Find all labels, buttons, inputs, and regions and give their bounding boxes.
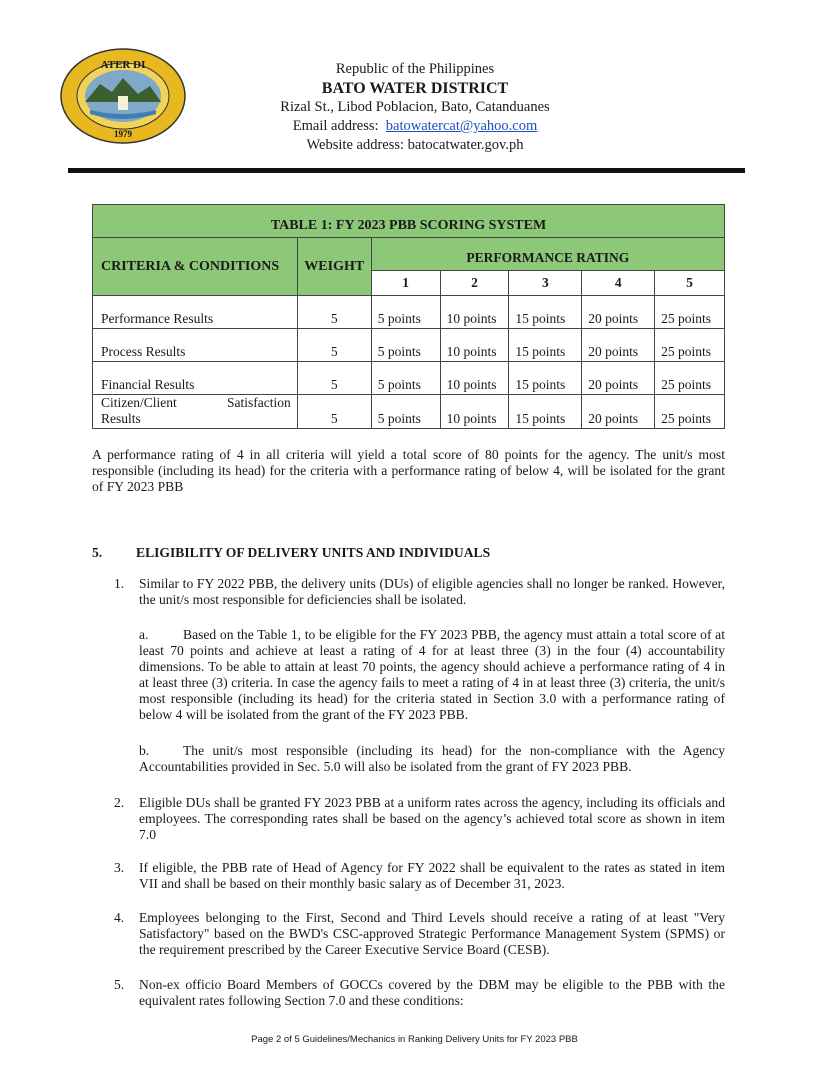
sub-item-text: Based on the Table 1, to be eligible for the FY 2023 PBB, the agency must attain a total score of at least 70 points and achieve at least a rating of 4 for at least three (3) in the four (4) accountability dimensions. To be able to attain at least 70 points, the agency should achieve a performance rating of 4 in at least three (3) criteria. In case the agency fails to meet a rating of 4 in at least three (3) criteria, the unit/s most responsible (including its head) for the criteria stated in Section 3.0 with a performance rating of below 4 will be isolated from the grant of the FY 2023 PBB.: [139, 627, 725, 722]
points-cell: 15 points: [509, 329, 582, 362]
section-number: 5.: [92, 545, 103, 560]
list-number: 5.: [114, 977, 125, 992]
criteria-part: Satisfaction: [227, 395, 291, 410]
list-number: 4.: [114, 910, 125, 925]
points-cell: 5 points: [371, 329, 440, 362]
list-item: Employees belonging to the First, Second and Third Levels should receive a rating of at least "Very Satisfactory" based on the BWD's CSC-approved Strategic Performance Management System (SPMS) or the requirement prescribed by the Career Executive Service Board (CESB).: [139, 910, 725, 957]
criteria-cell: Performance Results: [93, 296, 298, 329]
criteria-part: Results: [101, 411, 141, 426]
points-cell: 5 points: [371, 395, 440, 429]
sub-item-label: b.: [139, 743, 150, 758]
sub-item: [139, 627, 725, 723]
points-cell: 20 points: [582, 296, 655, 329]
weight-cell: 5: [297, 395, 371, 429]
table-row: [93, 395, 725, 429]
points-cell: 10 points: [440, 362, 509, 395]
points-cell: 20 points: [582, 329, 655, 362]
list-item: Non-ex officio Board Members of GOCCs covered by the DBM may be eligible to the PBB with the equivalent rates following Section 7.0 and these conditions:: [139, 977, 725, 1008]
scoring-note: A performance rating of 4 in all criteria will yield a total score of 80 points for the agency. The unit/s most responsible (including its head) for the criteria with a performance rating of below 4, will be isolated for the grant of FY 2023 PBB: [92, 447, 725, 494]
rating-col: 2: [440, 271, 509, 296]
weight-header: WEIGHT: [297, 238, 371, 296]
points-cell: 25 points: [655, 395, 725, 429]
table-row: [93, 329, 725, 362]
rating-col: 1: [371, 271, 440, 296]
section-title: ELIGIBILITY OF DELIVERY UNITS AND INDIVIDUALS: [136, 545, 491, 560]
performance-header: PERFORMANCE RATING: [371, 238, 724, 271]
list-item: Eligible DUs shall be granted FY 2023 PBB at a uniform rates across the agency, including its officials and employees. The corresponding rates shall be based on the agency’s achieved total score as shown in item 7.0: [139, 795, 725, 842]
svg-text:1979: 1979: [114, 129, 132, 139]
points-cell: 10 points: [440, 395, 509, 429]
criteria-part: Citizen/Client: [101, 395, 177, 410]
points-cell: 5 points: [371, 362, 440, 395]
email-label: Email address:: [292, 118, 379, 134]
header-divider: [68, 168, 745, 173]
sub-item-label: a.: [139, 627, 149, 642]
weight-cell: 5: [297, 362, 371, 395]
points-cell: 20 points: [582, 362, 655, 395]
points-cell: 15 points: [509, 296, 582, 329]
list-number: 3.: [114, 860, 125, 875]
country-line: Republic of the Philippines: [335, 61, 495, 77]
address-line: Rizal St., Libod Poblacion, Bato, Catanduanes: [280, 99, 550, 115]
weight-cell: 5: [297, 329, 371, 362]
letterhead: [235, 60, 595, 155]
points-cell: 25 points: [655, 362, 725, 395]
points-cell: 15 points: [509, 362, 582, 395]
rating-col: 3: [509, 271, 582, 296]
sub-item: [139, 743, 725, 775]
pbb-scoring-table: [92, 204, 725, 429]
table-row: [93, 362, 725, 395]
points-cell: 15 points: [509, 395, 582, 429]
list-number: 2.: [114, 795, 125, 810]
points-cell: 10 points: [440, 329, 509, 362]
website-line: Website address: batocatwater.gov.ph: [306, 137, 524, 153]
criteria-cell: Process Results: [93, 329, 298, 362]
list-item: If eligible, the PBB rate of Head of Agency for FY 2022 shall be equivalent to the rates as stated in item VII and shall be based on their monthly basic salary as of December 31, 2023.: [139, 860, 725, 891]
list-item: Similar to FY 2022 PBB, the delivery units (DUs) of eligible agencies shall no longer be ranked. However, the unit/s most responsible for deficiencies shall be isolated.: [139, 576, 725, 607]
table-title: TABLE 1: FY 2023 PBB SCORING SYSTEM: [93, 205, 725, 238]
points-cell: 10 points: [440, 296, 509, 329]
bato-water-district-logo: [60, 48, 186, 144]
page-footer: Page 2 of 5 Guidelines/Mechanics in Ranking Delivery Units for FY 2023 PBB: [251, 1034, 578, 1045]
rating-col: 4: [582, 271, 655, 296]
points-cell: 25 points: [655, 329, 725, 362]
points-cell: 5 points: [371, 296, 440, 329]
sub-item-text: The unit/s most responsible (including its head) for the non-compliance with the Agency Accountabilities provided in Sec. 5.0 will also be isolated from the grant of FY 2023 PBB.: [139, 743, 725, 774]
points-cell: 20 points: [582, 395, 655, 429]
weight-cell: 5: [297, 296, 371, 329]
criteria-header: CRITERIA & CONDITIONS: [93, 238, 298, 296]
rating-col: 5: [655, 271, 725, 296]
svg-text:ATER DI: ATER DI: [100, 59, 146, 71]
email-line: [235, 117, 595, 136]
criteria-cell: Financial Results: [93, 362, 298, 395]
points-cell: 25 points: [655, 296, 725, 329]
org-name: BATO WATER DISTRICT: [321, 80, 509, 97]
table-row: [93, 296, 725, 329]
list-number: 1.: [114, 576, 125, 591]
criteria-cell: [93, 395, 298, 429]
email-link[interactable]: batowatercat@yahoo.com: [385, 118, 538, 134]
